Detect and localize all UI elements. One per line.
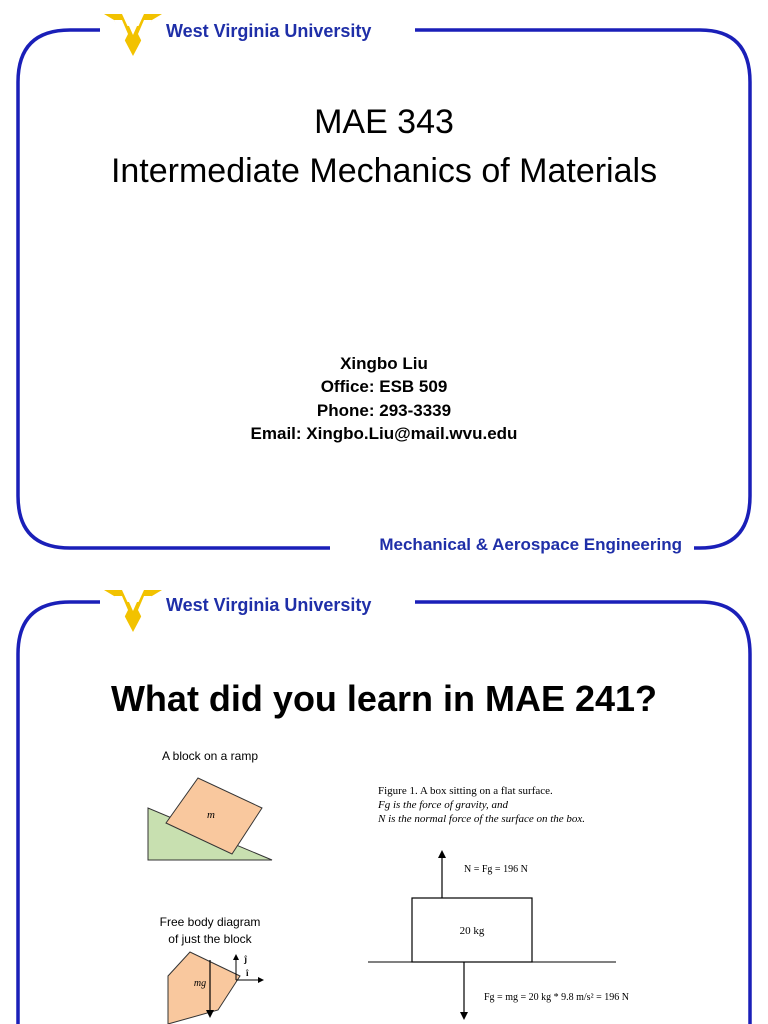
normal-force-label: N = Fg = 196 N xyxy=(464,864,528,875)
wvu-logo-icon xyxy=(102,584,164,634)
box-diagram xyxy=(360,846,690,1024)
unit-j-label: ĵ xyxy=(244,954,247,964)
fbd-caption-line1: Free body diagram xyxy=(159,915,261,929)
slide-mae241-review xyxy=(0,576,768,1024)
university-name: West Virginia University xyxy=(160,594,377,616)
course-title: Intermediate Mechanics of Materials xyxy=(110,152,658,190)
weight-label: mg xyxy=(193,978,207,989)
office-line: Office: ESB 509 xyxy=(320,377,448,396)
box-caption-line2: Fg is the force of gravity, and xyxy=(378,799,509,811)
fbd-caption-line2: of just the block xyxy=(168,932,252,946)
ramp-diagram xyxy=(140,768,280,868)
box-caption-line3: N is the normal force of the surface on the box. xyxy=(378,813,586,825)
gravity-label: Fg = mg = 20 kg * 9.8 m/s² = 196 N xyxy=(484,992,629,1003)
unit-i-label: î xyxy=(246,968,249,978)
ramp-caption: A block on a ramp xyxy=(161,749,259,763)
fbd-diagram xyxy=(160,950,270,1024)
university-name: West Virginia University xyxy=(160,20,377,42)
email-line: Email: Xingbo.Liu@mail.wvu.edu xyxy=(250,424,518,443)
box-caption-line1: Figure 1. A box sitting on a flat surface. xyxy=(378,785,553,797)
phone-line: Phone: 293-3339 xyxy=(316,401,452,420)
wvu-logo-icon xyxy=(102,8,164,58)
block-mass-label: m xyxy=(207,809,215,821)
department-name: Mechanical & Aerospace Engineering xyxy=(373,534,688,556)
instructor-name: Xingbo Liu xyxy=(340,354,428,373)
box-mass-label: 20 kg xyxy=(459,925,485,937)
box-caption xyxy=(378,784,585,826)
course-code: MAE 343 xyxy=(314,103,454,141)
slide-title: What did you learn in MAE 241? xyxy=(110,678,658,719)
